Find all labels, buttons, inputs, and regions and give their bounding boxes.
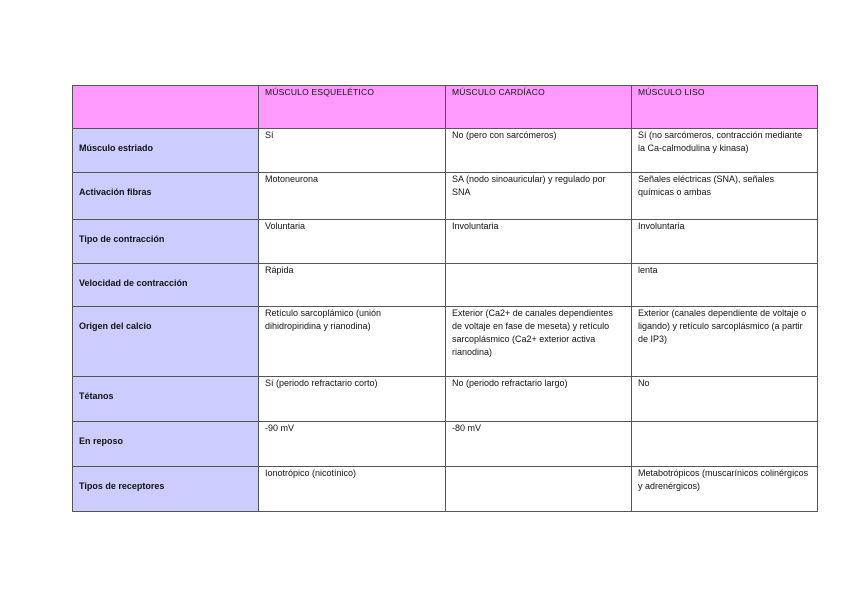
cardiac-cell	[446, 467, 632, 512]
cardiac-cell: -80 mV	[446, 422, 632, 467]
row-label: Músculo estriado	[73, 129, 259, 173]
row-label: Tipo de contracción	[73, 220, 259, 264]
smooth-cell: lenta	[632, 264, 818, 307]
smooth-cell: Señales eléctricas (SNA), señales químicas o ambas	[632, 173, 818, 220]
row-label: En reposo	[73, 422, 259, 467]
row-label: Origen del calcio	[73, 307, 259, 377]
skeletal-cell: Ionotrópico (nicotínico)	[259, 467, 446, 512]
skeletal-cell: Rápida	[259, 264, 446, 307]
skeletal-cell: Motoneurona	[259, 173, 446, 220]
row-label: Velocidad de contracción	[73, 264, 259, 307]
skeletal-cell: -90 mV	[259, 422, 446, 467]
table-row	[73, 129, 818, 173]
cardiac-cell: Exterior (Ca2+ de canales dependientes de voltaje en fase de meseta) y retículo sarcoplásmico (Ca2+ exterior activa rianodina)	[446, 307, 632, 377]
cardiac-cell	[446, 264, 632, 307]
muscle-comparison-table	[72, 85, 818, 512]
header-row	[73, 86, 818, 129]
skeletal-cell: Voluntaria	[259, 220, 446, 264]
smooth-cell	[632, 422, 818, 467]
table-row	[73, 377, 818, 422]
smooth-cell: Exterior (canales dependiente de voltaje o ligando) y retículo sarcoplásmico (a partir de IP3)	[632, 307, 818, 377]
header-cardiac-muscle: MÚSCULO CARDÍACO	[446, 86, 632, 129]
smooth-cell: Involuntaria	[632, 220, 818, 264]
skeletal-cell: Sí (periodo refractario corto)	[259, 377, 446, 422]
cardiac-cell: No (pero con sarcómeros)	[446, 129, 632, 173]
row-label: Activación fibras	[73, 173, 259, 220]
smooth-cell: Metabotrópicos (muscarínicos colinérgicos y adrenérgicos)	[632, 467, 818, 512]
table-row	[73, 220, 818, 264]
header-skeletal-muscle: MÚSCULO ESQUELÉTICO	[259, 86, 446, 129]
table-row	[73, 307, 818, 377]
smooth-cell: No	[632, 377, 818, 422]
header-smooth-muscle: MÚSCULO LISO	[632, 86, 818, 129]
skeletal-cell: Sí	[259, 129, 446, 173]
header-corner-cell	[73, 86, 259, 129]
table-row	[73, 422, 818, 467]
cardiac-cell: Involuntaria	[446, 220, 632, 264]
cardiac-cell: No (periodo refractario largo)	[446, 377, 632, 422]
table-row	[73, 264, 818, 307]
table-row	[73, 467, 818, 512]
cardiac-cell: SA (nodo sinoauricular) y regulado por SNA	[446, 173, 632, 220]
smooth-cell: Sí (no sarcómeros, contracción mediante la Ca-calmodulina y kinasa)	[632, 129, 818, 173]
row-label: Tipos de receptores	[73, 467, 259, 512]
row-label: Tétanos	[73, 377, 259, 422]
table-row	[73, 173, 818, 220]
skeletal-cell: Retículo sarcoplámico (unión dihidropiridina y rianodina)	[259, 307, 446, 377]
